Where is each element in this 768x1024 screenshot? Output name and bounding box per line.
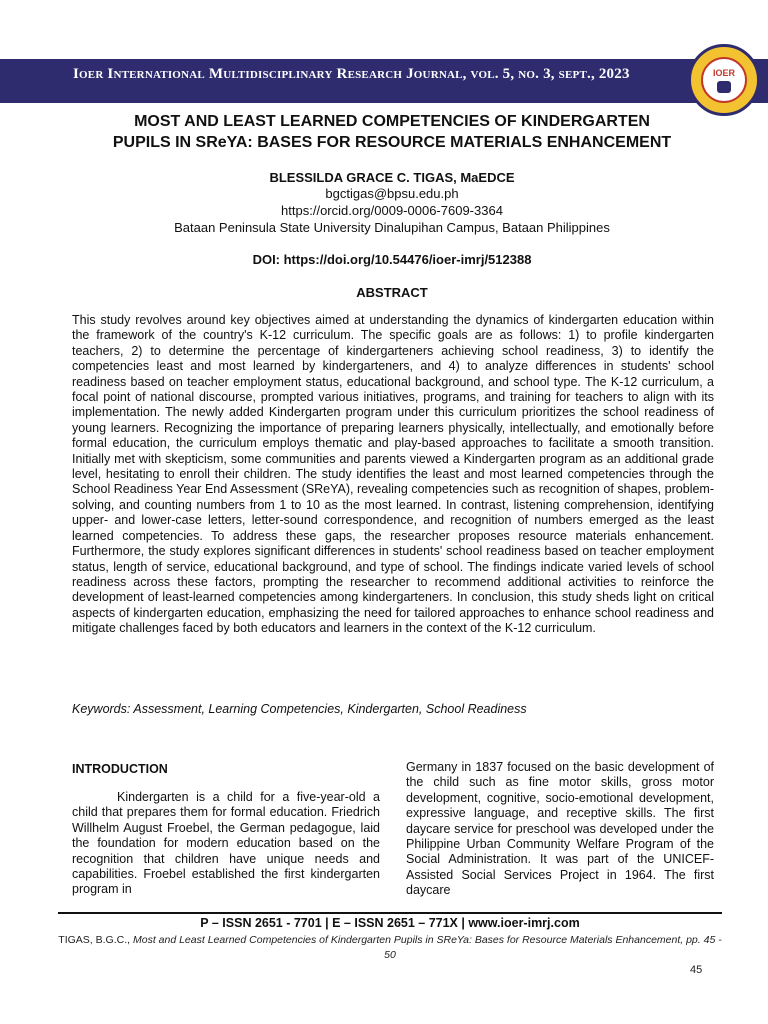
author-email[interactable]: bgctigas@bpsu.edu.ph bbox=[325, 186, 459, 201]
citation-prefix: TIGAS, B.G.C., bbox=[58, 934, 133, 946]
introduction-left-column: Kindergarten is a child for a five-year-old a child that prepares them for formal education. Friedrich Willhelm August Froebel, the German pedagogue, laid the foundation for modern education based on the recognition that children have unique needs and capabilities. Froebel established the first kindergarten program in bbox=[72, 790, 380, 897]
footer-divider bbox=[58, 912, 722, 914]
author-name: BLESSILDA GRACE C. TIGAS, MaEDCE bbox=[269, 170, 515, 185]
doi-link[interactable]: DOI: https://doi.org/10.54476/ioer-imrj/512388 bbox=[252, 252, 532, 267]
journal-logo bbox=[688, 44, 760, 116]
logo-book-icon bbox=[717, 81, 731, 93]
journal-title: Ioer International Multidisciplinary Research Journal, vol. 5, no. 3, sept., 2023 bbox=[73, 66, 630, 82]
paper-title-line1: MOST AND LEAST LEARNED COMPETENCIES OF KINDERGARTEN bbox=[134, 113, 650, 130]
abstract-text: This study revolves around key objectives aimed at understanding the dynamics of kindergarten education within the framework of the country's K-12 curriculum. The specific goals are as follows: 1) to profile kindergarten teachers, 2) to determine the percentage of kindergarteners achieving school readiness, 3) to identify the competencies least and most learned by kindergarteners, and 4) to analyze differences in students' school readiness based on teacher employment status, educational background, and school type. The K-12 curriculum, a focal point of national discourse, prompted various initiatives, programs, and training for teachers to align with its implementation. The newly added Kindergarten program under this curriculum prioritizes the school readiness of young learners. Recognizing the importance of preparing learners physically, intellectually, and emotionally before formal education, the curriculum employs thematic and play-based approaches to facilitate a smooth transition. Initially met with skepticism, some communities and parents viewed a Kindergarten program as an additional grade level, hesitating to enroll their children. The study identifies the least and most learned competencies through the School Readiness Year End Assessment (SReYA), revealing competencies such as recognition of shapes, problem-solving, and counting numbers from 1 to 10 as the most learned. In contrast, listening comprehension, identifying upper- and lower-case letters, letter-sound correspondence, and recognition of numbers emerged as the least learned competencies. To address these gaps, the researcher proposes resource materials enhancement. Furthermore, the study explores significant differences in students' school readiness based on teacher employment status, length of service, educational background, and type of school. The findings indicate varied levels of school readiness across these factors, prompting the researcher to recommend additional activities to reinforce the development of least-learned competencies among kindergarteners. In conclusion, this study sheds light on critical aspects of kindergarten education, emphasizing the need for tailored approaches to enhance school readiness and mitigate challenges faced by both educators and learners in the context of the K-12 curriculum. bbox=[72, 313, 714, 636]
introduction-right-column: Germany in 1837 focused on the basic development of the child such as fine motor skills, gross motor development, cognitive, socio-emotional development, expressive language, and receptive skills. The first daycare service for preschool was developed under the Philippine Urban Community Welfare Program of the Social Administration. It was part of the UNICEF-Assisted Social Services Project in 1964. The first daycare bbox=[406, 760, 714, 898]
introduction-heading: INTRODUCTION bbox=[72, 762, 168, 776]
author-orcid[interactable]: https://orcid.org/0009-0006-7609-3364 bbox=[281, 203, 503, 218]
author-affiliation: Bataan Peninsula State University Dinalupihan Campus, Bataan Philippines bbox=[174, 220, 610, 235]
logo-emblem bbox=[701, 57, 747, 103]
footer-issn: P – ISSN 2651 - 7701 | E – ISSN 2651 – 771X | www.ioer-imrj.com bbox=[200, 916, 580, 930]
logo-text: IOER bbox=[712, 68, 735, 78]
citation-title: Most and Least Learned Competencies of Kindergarten Pupils in SReYa: Bases for Resource Materials Enhancement, pp. 45 - 50 bbox=[132, 934, 722, 961]
keywords: Keywords: Assessment, Learning Competencies, Kindergarten, School Readiness bbox=[72, 702, 527, 716]
paper-title-line2: PUPILS IN SReYA: BASES FOR RESOURCE MATERIALS ENHANCEMENT bbox=[112, 134, 672, 151]
footer-citation bbox=[58, 933, 722, 963]
abstract-heading: ABSTRACT bbox=[356, 285, 428, 300]
page-number: 45 bbox=[690, 964, 703, 976]
